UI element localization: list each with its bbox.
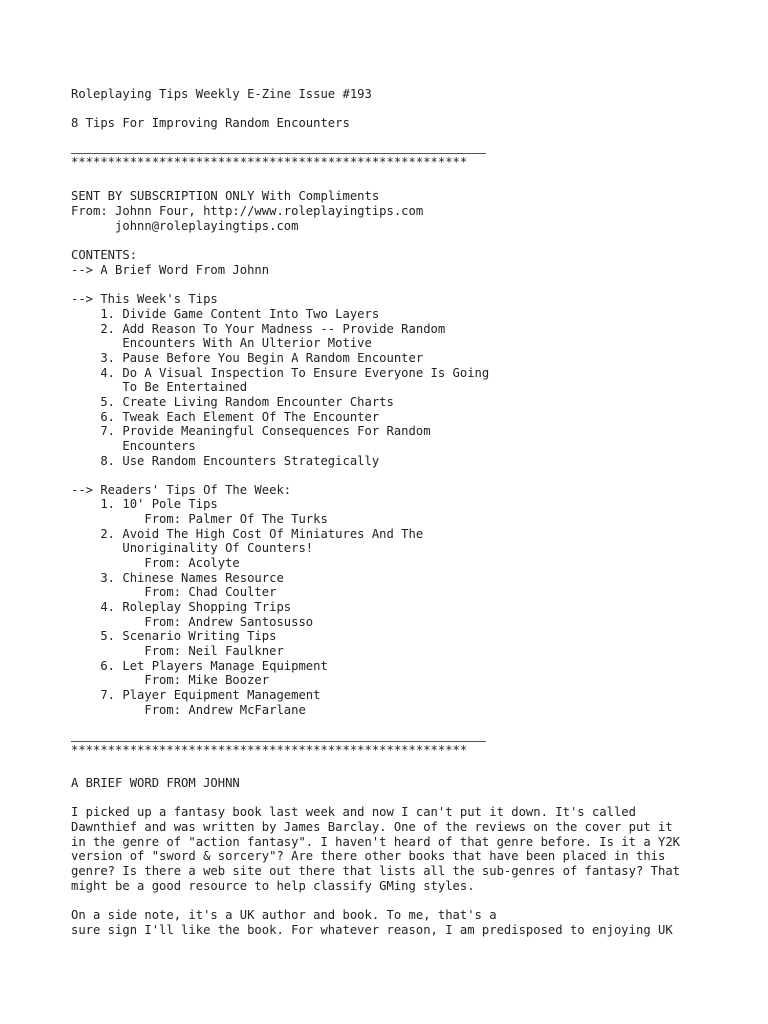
weeks-tip-line: Encounters With An Ulterior Motive (71, 336, 372, 350)
contents-brief-word: --> A Brief Word From Johnn (71, 263, 270, 277)
brief-word-heading: A BRIEF WORD FROM JOHNN (71, 776, 240, 790)
weeks-tip-line: 2. Add Reason To Your Madness -- Provide Random (71, 322, 446, 336)
readers-tips-heading: --> Readers' Tips Of The Week: (71, 483, 292, 497)
sent-by-line: SENT BY SUBSCRIPTION ONLY With Compliments (71, 189, 380, 203)
weeks-tip-line: 4. Do A Visual Inspection To Ensure Everyone Is Going (71, 366, 490, 380)
readers-tip-line: 7. Player Equipment Management (71, 688, 321, 702)
readers-tip-line: From: Acolyte (71, 556, 240, 570)
star-divider: ****************************************************** (71, 743, 468, 757)
ezine-title: Roleplaying Tips Weekly E-Zine Issue #193 (71, 87, 372, 101)
weeks-tip-line: 6. Tweak Each Element Of The Encounter (71, 410, 380, 424)
readers-tip-line: 6. Let Players Manage Equipment (71, 659, 328, 673)
paragraph-line: might be a good resource to help classify GMing styles. (71, 879, 475, 893)
paragraph-line: sure sign I'll like the book. For whatever reason, I am predisposed to enjoying UK (71, 923, 673, 937)
readers-tip-line: From: Mike Boozer (71, 673, 270, 687)
from-line: From: Johnn Four, http://www.roleplayingtips.com (71, 204, 424, 218)
email-line: johnn@roleplayingtips.com (71, 219, 299, 233)
weeks-tip-line: 8. Use Random Encounters Strategically (71, 454, 380, 468)
readers-tip-line: Unoriginality Of Counters! (71, 541, 314, 555)
divider-line (71, 153, 486, 154)
readers-tip-line: 2. Avoid The High Cost Of Miniatures And The (71, 527, 424, 541)
readers-tip-line: 5. Scenario Writing Tips (71, 629, 277, 643)
readers-tip-line: From: Palmer Of The Turks (71, 512, 328, 526)
weeks-tip-line: 3. Pause Before You Begin A Random Encounter (71, 351, 424, 365)
divider-line (71, 741, 486, 742)
readers-tip-line: From: Neil Faulkner (71, 644, 284, 658)
readers-tip-line: 4. Roleplay Shopping Trips (71, 600, 292, 614)
paragraph-line: genre? Is there a web site out there that lists all the sub-genres of fantasy? That (71, 864, 681, 878)
readers-tip-line: From: Chad Coulter (71, 585, 277, 599)
readers-tip-line: 3. Chinese Names Resource (71, 571, 284, 585)
weeks-tip-line: 5. Create Living Random Encounter Charts (71, 395, 394, 409)
readers-tip-line: From: Andrew McFarlane (71, 703, 306, 717)
paragraph-line: On a side note, it's a UK author and book. To me, that's a (71, 908, 497, 922)
star-divider: ****************************************************** (71, 155, 468, 169)
paragraph-line: I picked up a fantasy book last week and now I can't put it down. It's called (71, 805, 636, 819)
paragraph-line: Dawnthief and was written by James Barclay. One of the reviews on the cover put it (71, 820, 673, 834)
readers-tip-line: From: Andrew Santosusso (71, 615, 314, 629)
weeks-tip-line: 1. Divide Game Content Into Two Layers (71, 307, 380, 321)
weeks-tips-heading: --> This Week's Tips (71, 292, 218, 306)
weeks-tip-line: 7. Provide Meaningful Consequences For Random (71, 424, 431, 438)
paragraph-line: in the genre of "action fantasy". I haven't heard of that genre before. Is it a Y2K (71, 835, 681, 849)
contents-heading: CONTENTS: (71, 248, 138, 262)
weeks-tip-line: Encounters (71, 439, 196, 453)
paragraph-line: version of "sword & sorcery"? Are there other books that have been placed in this (71, 849, 666, 863)
readers-tip-line: 1. 10' Pole Tips (71, 497, 218, 511)
weeks-tip-line: To Be Entertained (71, 380, 248, 394)
issue-subtitle: 8 Tips For Improving Random Encounters (71, 116, 350, 130)
